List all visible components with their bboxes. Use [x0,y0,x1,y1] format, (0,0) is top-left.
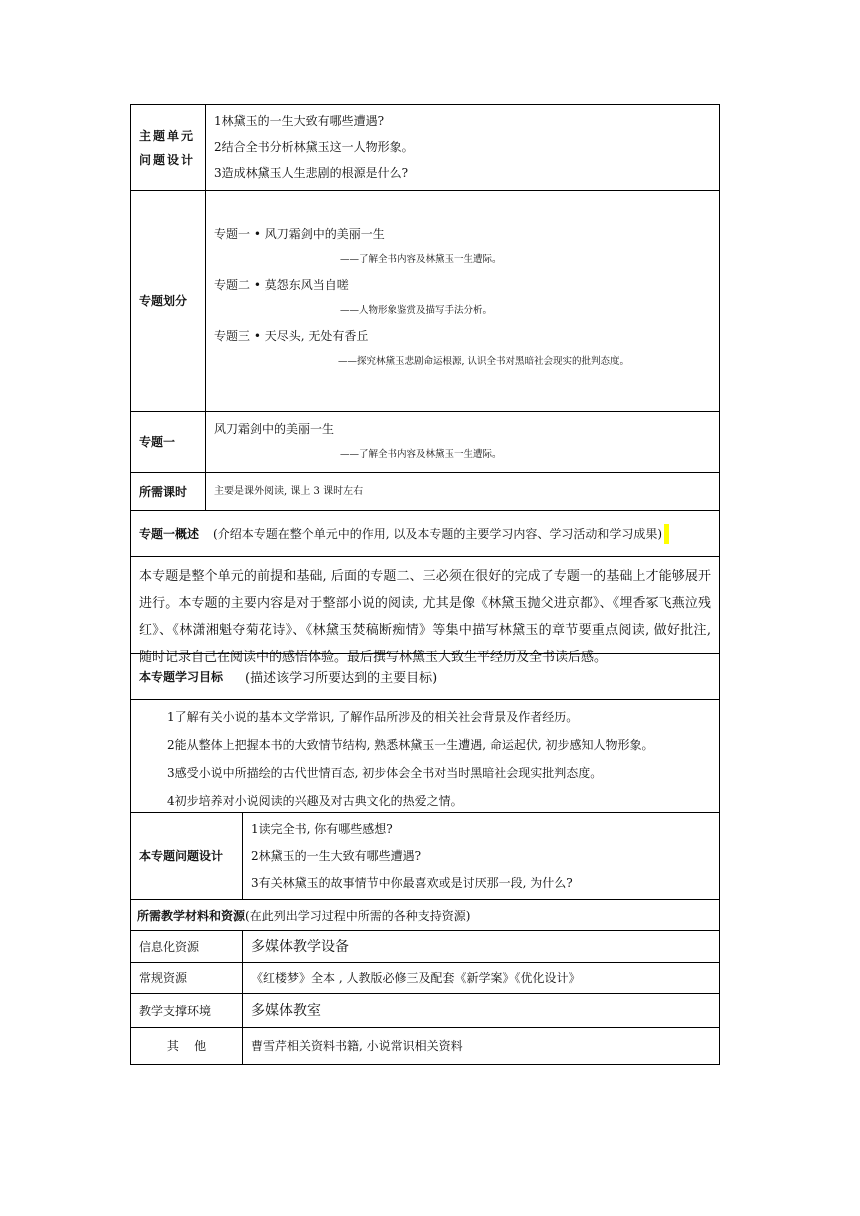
topic-question-2: 2林黛玉的一生大致有哪些遭遇? [251,849,422,863]
topic-3-desc: ——探究林黛玉悲剧命运根源, 认识全书对黑暗社会现实的批判态度。 [338,356,630,367]
class-hours-row [130,473,720,511]
topic-division-row [130,191,720,412]
unit-question-1: 1林黛玉的一生大致有哪些遭遇? [214,114,385,128]
topic-one-label: 专题一 [131,412,206,472]
unit-questions-label: 主题单元问题设计 [131,105,206,190]
highlight-mark [664,524,669,544]
goals-list-row [130,700,720,813]
topic-questions-label: 本专题问题设计 [131,813,243,899]
resources-header [131,900,719,930]
topic-question-1: 1读完全书, 你有哪些感想? [251,822,393,836]
topic-one-row [130,412,720,473]
resources-label: 所需教学材料和资源 [137,908,246,923]
topic-2-desc: ——人物形象鉴赏及描写手法分析。 [340,305,493,316]
goals-list [131,700,719,812]
resource-row-info [130,931,720,963]
resource-environment-label: 教学支撑环境 [131,994,243,1027]
topic-one-content [206,412,719,472]
resource-regular-label: 常规资源 [131,963,243,993]
resource-row-other [130,1028,720,1065]
topic-questions-content [243,813,719,899]
topic-1-desc: ——了解全书内容及林黛玉一生遭际。 [340,254,502,265]
resources-note: (在此列出学习过程中所需的各种支持资源) [245,908,471,923]
goals-header [131,654,719,699]
resource-regular-value: 《红楼梦》全本 , 人教版必修三及配套《新学案》《优化设计》 [251,971,581,985]
topic-division-content [206,191,719,411]
topic-2-title: 专题二 • 莫怨东风当自嗟 [214,278,349,292]
class-hours-value: 主要是课外阅读, 课上 3 课时左右 [214,485,364,497]
resource-other-label: 其 他 [131,1028,243,1064]
resource-info-value: 多媒体教学设备 [251,938,349,955]
lesson-plan-table [130,104,720,1065]
resource-other-value: 曹雪芹相关资料书籍, 小说常识相关资料 [251,1039,463,1053]
topic-division-label: 专题划分 [131,191,206,411]
overview-text: 本专题是整个单元的前提和基础, 后面的专题二、三必须在很好的完成了专题一的基础上才能够展开进行。本专题的主要内容是对于整部小说的阅读, 尤其是像《林黛玉抛父进京都》、《埋香冢飞燕泣残红》、《林潇湘魁夺菊花诗》、《林黛玉焚稿断痴情》等集中描写林黛玉的章节要重点阅读, 做好批注, 随时记录自己在阅读中的感悟体验。最后撰写林黛玉大致生平经历及全书读后感。 [139,569,711,665]
unit-question-3: 3造成林黛玉人生悲剧的根源是什么? [214,166,409,180]
unit-questions-content [206,105,719,190]
topic-one-desc: ——了解全书内容及林黛玉一生遭际。 [340,449,502,460]
goal-1: 1了解有关小说的基本文学常识, 了解作品所涉及的相关社会背景及作者经历。 [167,710,579,724]
topic-questions-row [130,813,720,900]
overview-header [131,511,719,556]
goals-label: 本专题学习目标 [139,670,224,684]
overview-note: (介绍本专题在整个单元中的作用, 以及本专题的主要学习内容、学习活动和学习成果) [213,527,663,541]
goal-3: 3感受小说中所描绘的古代世情百态, 初步体会全书对当时黑暗社会现实批判态度。 [167,766,603,780]
topic-1-title: 专题一 • 风刀霜剑中的美丽一生 [214,227,385,241]
goal-2: 2能从整体上把握本书的大致情节结构, 熟悉林黛玉一生遭遇, 命运起伏, 初步感知人物形象。 [167,738,654,752]
goals-note: (描述该学习所要达到的主要目标) [245,671,438,686]
resource-row-regular [130,963,720,994]
topic-question-3: 3有关林黛玉的故事情节中你最喜欢或是讨厌那一段, 为什么? [251,876,573,890]
resources-header-row [130,900,720,931]
goal-4: 4初步培养对小说阅读的兴趣及对古典文化的热爱之情。 [167,794,463,808]
overview-label: 专题一概述 [139,527,200,541]
goals-header-row [130,654,720,700]
unit-question-2: 2结合全书分析林黛玉这一人物形象。 [214,140,414,154]
topic-one-title: 风刀霜剑中的美丽一生 [214,422,335,436]
resource-info-label: 信息化资源 [131,931,243,962]
overview-text-row [130,557,720,665]
overview-header-row [130,511,720,557]
resource-environment-value: 多媒体教室 [251,1002,321,1019]
topic-3-title: 专题三 • 天尽头, 无处有香丘 [214,329,369,343]
class-hours-label: 所需课时 [131,473,206,510]
resource-row-environment [130,994,720,1028]
unit-questions-row [130,104,720,191]
